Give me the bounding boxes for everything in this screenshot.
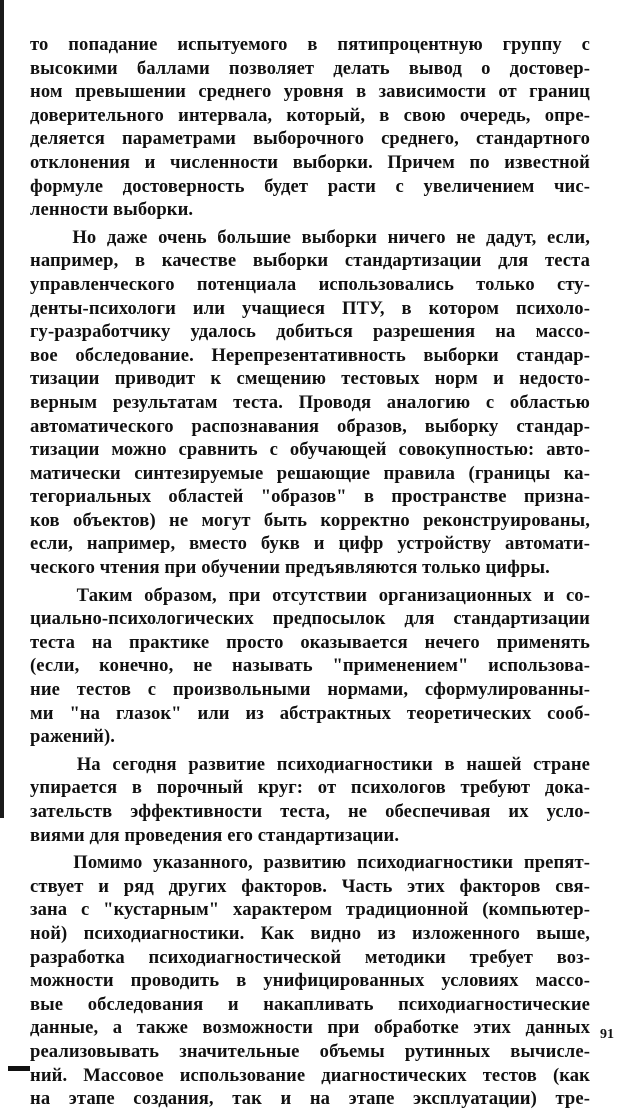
text-line: управленческого потенциала использовались только сту- bbox=[30, 273, 590, 295]
text-line: ков объектов) не могут быть корректно реконструированы, bbox=[30, 509, 590, 531]
text-line: Помимо указанного, развитию психодиагностики препят- bbox=[30, 852, 590, 874]
text-line: циально-психологических предпосылок для стандартизации bbox=[30, 608, 590, 630]
paragraph bbox=[30, 753, 590, 847]
text-line: ленности выборки. bbox=[30, 199, 194, 221]
text-line: Но даже очень большие выборки ничего не дадут, если, bbox=[30, 226, 590, 248]
text-line: ческого чтения при обучении предъявляются только цифры. bbox=[30, 557, 550, 579]
text-line: зательств эффективности теста, не обеспечивая их усло- bbox=[30, 801, 590, 822]
text-line: можности проводить в унифицированных условиях массо- bbox=[30, 970, 590, 992]
text-line: упирается в порочный круг: от психологов требуют дока- bbox=[30, 777, 590, 799]
text-line: ствует и ряд других факторов. Часть этих факторов свя- bbox=[30, 875, 590, 897]
paragraph bbox=[30, 851, 590, 1111]
text-line: ми "на глазок" или из абстрактных теоретических сооб- bbox=[30, 702, 590, 724]
paragraph bbox=[30, 226, 590, 580]
text-line: тегориальных областей "образов" в пространстве призна- bbox=[30, 486, 590, 508]
text-line: (если, конечно, не называть "применением" использова- bbox=[30, 655, 590, 677]
text-line: доверительного интервала, который, в свою очередь, опре- bbox=[30, 104, 590, 126]
text-line: высокими баллами позволяет делать вывод о достовер- bbox=[30, 57, 590, 79]
text-line: то попадание испытуемого в пятипроцентную группу с bbox=[30, 34, 590, 55]
left-margin-rule bbox=[0, 0, 4, 818]
text-line: например, в качестве выборки стандартизации для теста bbox=[30, 250, 590, 272]
text-line: денты-психологи или учащиеся ПТУ, в котором психоло- bbox=[30, 297, 590, 319]
text-line: реализовывать значительные объемы рутинных вычисле- bbox=[30, 1040, 590, 1062]
text-line: формуле достоверность будет расти с увеличением чис- bbox=[30, 175, 590, 197]
page-number: 91 bbox=[600, 1027, 614, 1042]
text-line: вые обследования и накапливать психодиагностические bbox=[30, 993, 590, 1015]
paragraph bbox=[30, 33, 590, 222]
bottom-margin-mark bbox=[8, 1066, 30, 1071]
text-line: ном превышении среднего уровня в зависимости от границ bbox=[30, 81, 590, 103]
text-line: ний. Массовое использование диагностических тестов (как bbox=[30, 1064, 590, 1086]
text-line: ражений). bbox=[30, 726, 116, 748]
text-line: верным результатам теста. Проводя аналогию с областью bbox=[30, 391, 590, 413]
text-line: если, например, вместо букв и цифр устройству автомати- bbox=[30, 533, 590, 555]
text-line: матически синтезируемые решающие правила (границы ка- bbox=[30, 462, 590, 484]
text-line: автоматического распознавания образов, выборку стандар- bbox=[30, 415, 590, 437]
text-line: теста на практике просто оказывается нечего применять bbox=[30, 631, 590, 653]
text-line: вое обследование. Нерепрезентативность выборки стандар- bbox=[30, 344, 590, 366]
text-line: ной) психодиагностики. Как видно из изложенного выше, bbox=[30, 922, 590, 944]
page-body bbox=[30, 33, 590, 1115]
text-line: Таким образом, при отсутствии организационных и со- bbox=[30, 584, 590, 606]
text-line: тизации можно сравнить с обучающей совокупностью: авто- bbox=[30, 439, 590, 461]
paragraph bbox=[30, 584, 590, 749]
text-line: на этапе создания, так и на этапе эксплуатации) тре- bbox=[30, 1088, 590, 1110]
text-line: тизации приводит к смещению тестовых норм и недосто- bbox=[30, 368, 590, 390]
text-line: гу-разработчику удалось добиться разрешения на массо- bbox=[30, 321, 590, 343]
text-line: деляется параметрами выборочного среднего, стандартного bbox=[30, 128, 590, 150]
text-line: ние тестов с произвольными нормами, сформулированны- bbox=[30, 679, 590, 701]
text-line: данные, а также возможности при обработке этих данных bbox=[30, 1017, 590, 1039]
text-line: На сегодня развитие психодиагностики в нашей стране bbox=[30, 753, 590, 775]
text-line: разработка психодиагностической методики требует воз- bbox=[30, 946, 590, 968]
text-line: зана с "кустарным" характером традиционной (компьютер- bbox=[30, 899, 590, 921]
text-line: виями для проведения его стандартизации. bbox=[30, 824, 400, 846]
text-line: отклонения и численности выборки. Причем по известной bbox=[30, 151, 590, 173]
